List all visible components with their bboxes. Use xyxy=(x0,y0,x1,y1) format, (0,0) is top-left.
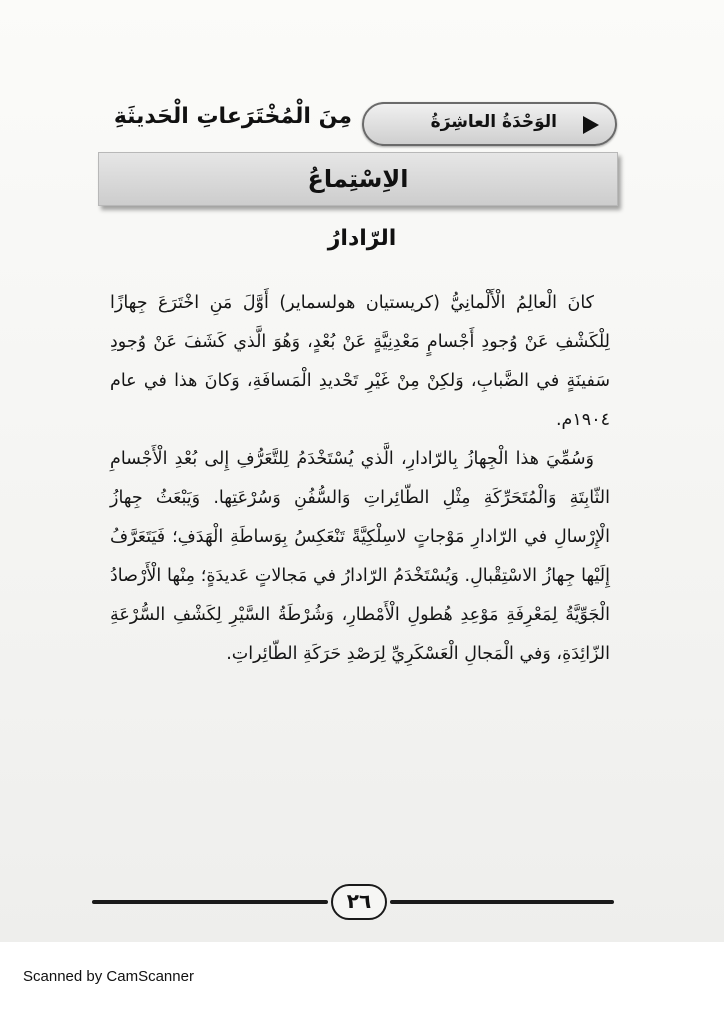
unit-label: الوَحْدَةُ العاشِرَةُ xyxy=(430,112,557,132)
unit-title: مِنَ الْمُخْتَرَعاتِ الْحَديثَةِ xyxy=(113,104,352,129)
scanner-footer-strip xyxy=(0,942,724,1024)
footer-rule-left xyxy=(92,900,328,904)
article-paragraph-1: كانَ الْعالِمُ الْأَلْمانِيُّ (كريستيان هولسماير) أَوَّلَ مَنِ اخْتَرَعَ جِهازًا لِلْكَشْفِ عَنْ وُجودِ أَجْسامٍ مَعْدِنِيَّةٍ عَنْ بُعْدٍ، وَهُوَ الَّذي كَشَفَ عَنْ وُجودِ سَفينَةٍ في الضَّبابِ، وَلكِنْ مِنْ غَيْرِ تَحْديدِ الْمَسافَةِ، وَكانَ هذا في عام ١٩٠٤م. xyxy=(110,293,610,430)
article-paragraph-2: وَسُمِّيَ هذا الْجِهازُ بِالرّادارِ، الَّذي يُسْتَخْدَمُ لِلتَّعَرُّفِ إِلى بُعْدِ الْأَجْسامِ الثّابِتَةِ وَالْمُتَحَرِّكَةِ مِثْلِ الطّائِراتِ وَالسُّفُنِ وَسُرْعَتِها. وَيَبْعَثُ جِهازُ الْإِرْسالِ في الرّادارِ مَوْجاتٍ لاسِلْكِيَّةً تَنْعَكِسُ بِوَساطَةِ الْهَدَفِ؛ فَيَتَعَرَّفُ إِلَيْها جِهازُ الاسْتِقْبالِ. وَيُسْتَخْدَمُ الرّادارُ في مَجالاتٍ عَديدَةٍ؛ مِنْها الْأَرْصادُ الْجَوِّيَّةُ لِمَعْرِفَةِ مَوْعِدِ هُطولِ الْأَمْطارِ، وَشُرْطَةُ السَّيْرِ لِكَشْفِ السُّرْعَةِ الزّائِدَةِ، وَفي الْمَجالِ الْعَسْكَرِيِّ لِرَصْدِ حَرَكَةِ الطّائِراتِ. xyxy=(110,449,610,664)
article-title: الرّادارُ xyxy=(327,226,397,251)
section-banner xyxy=(98,152,618,206)
section-title: الاِسْتِماعُ xyxy=(307,165,409,193)
article-body xyxy=(110,284,610,674)
scanner-watermark: Scanned by CamScanner xyxy=(23,968,194,985)
footer-rule-right xyxy=(390,900,614,904)
page-number: ٢٦ xyxy=(331,884,387,920)
play-triangle-icon xyxy=(583,116,599,134)
unit-label-pill xyxy=(362,102,617,146)
